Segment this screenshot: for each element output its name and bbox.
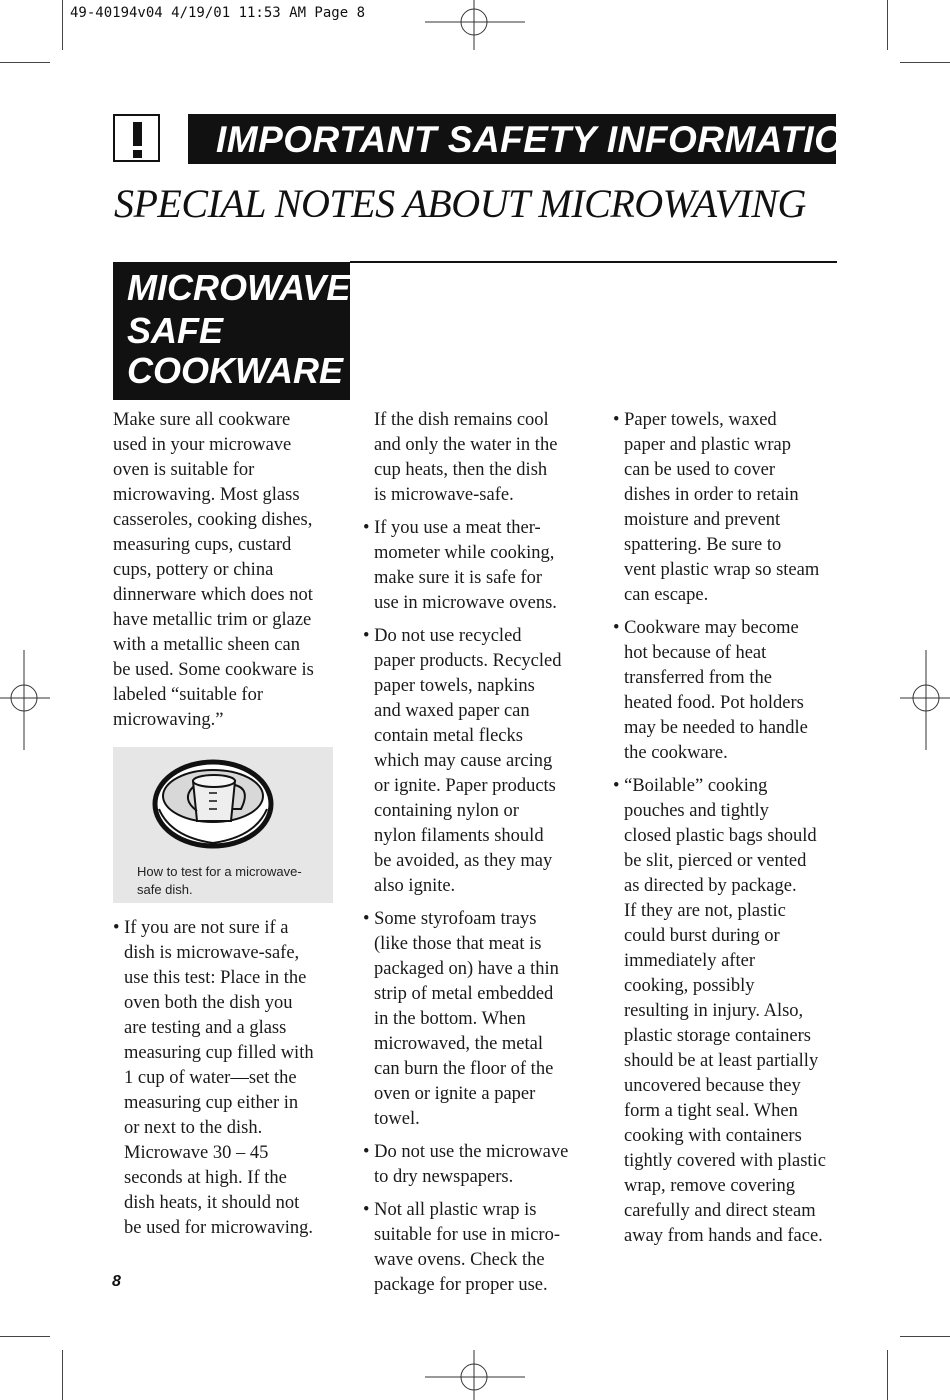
bullet-line: containing nylon or (374, 801, 519, 821)
column-3 (613, 408, 826, 1249)
column-1-intro (113, 408, 314, 733)
bullet-line: also ignite. (374, 876, 456, 896)
bullet-line: paper and plastic wrap (624, 435, 791, 455)
bullet-line: make sure it is safe for (374, 568, 542, 588)
bullet-line: pouches and tightly (624, 801, 769, 821)
bullet-line: Microwave 30 – 45 (124, 1143, 269, 1163)
bullet-line: carefully and direct steam (624, 1201, 816, 1221)
bullet-line: plastic storage containers (624, 1026, 811, 1046)
section-heading-line: MICROWAVE- (127, 267, 363, 308)
section-heading-line: COOKWARE (127, 350, 343, 391)
column-2 (363, 408, 568, 1298)
bullet-line: oven both the dish you (124, 993, 293, 1013)
bullet-line: • If you are not sure if a (113, 918, 289, 938)
bullet-line: as directed by package. (624, 876, 797, 896)
bullet-line: suitable for use in micro- (374, 1225, 560, 1245)
bullet-line: moisture and prevent (624, 510, 781, 530)
bullet-line: cooking, possibly (624, 976, 755, 996)
bullet-line: may be needed to handle (624, 718, 808, 738)
text-line: cups, pottery or china (113, 560, 274, 580)
crop-mark (0, 1336, 50, 1337)
column-1-bullet (113, 916, 314, 1241)
bullet-line: vent plastic wrap so steam (624, 560, 820, 580)
crop-mark (887, 1350, 888, 1400)
bullet-line: be used for microwaving. (124, 1218, 314, 1238)
exclamation-icon (113, 114, 160, 162)
section-heading-line: SAFE (127, 310, 224, 351)
bullet-line: tightly covered with plastic (624, 1151, 826, 1171)
microwave-test-illustration (113, 747, 333, 903)
banner-title: IMPORTANT SAFETY INFORMATION (216, 119, 871, 160)
bullet-line: measuring cup either in (124, 1093, 299, 1113)
bullet-line: • Paper towels, waxed (613, 410, 777, 430)
bullet-line: nylon filaments should (374, 826, 544, 846)
bullet-line: dish is microwave-safe, (124, 943, 300, 963)
bullet-line: form a tight seal. When (624, 1101, 798, 1121)
text-line: have metallic trim or glaze (113, 610, 312, 630)
bullet-line: the cookware. (624, 743, 728, 763)
text-line: with a metallic sheen can (113, 635, 300, 655)
crop-mark (900, 1336, 950, 1337)
text-line: measuring cups, custard (113, 535, 292, 555)
bullet-line: strip of metal embedded (374, 984, 554, 1004)
bullet-line: microwaved, the metal (374, 1034, 544, 1054)
bullet-line: package for proper use. (374, 1275, 548, 1295)
section-heading (113, 262, 363, 400)
printer-slug: 49-40194v04 4/19/01 11:53 AM Page 8 (70, 5, 366, 21)
section-rule (350, 261, 837, 263)
bullet-line: (like those that meat is (374, 934, 542, 954)
bullet-line: • Cookware may become (613, 618, 799, 638)
crop-mark (0, 62, 50, 63)
bullet-line: • Some styrofoam trays (363, 909, 537, 929)
text-line: Make sure all cookware (113, 410, 291, 430)
bullet-line: oven or ignite a paper (374, 1084, 536, 1104)
text-line: oven is suitable for (113, 460, 255, 480)
bullet-line: which may cause arcing (374, 751, 553, 771)
text-line: microwaving. Most glass (113, 485, 300, 505)
bullet-line: wrap, remove covering (624, 1176, 796, 1196)
bullet-line: dishes in order to retain (624, 485, 799, 505)
crop-mark (62, 0, 63, 50)
page-subtitle: SPECIAL NOTES ABOUT MICROWAVING (114, 181, 806, 226)
bullet-line: contain metal flecks (374, 726, 523, 746)
bullet-line: are testing and a glass (124, 1018, 287, 1038)
bullet-line: If they are not, plastic (624, 901, 786, 921)
bullet-line: • “Boilable” cooking (613, 776, 768, 796)
text-line: If the dish remains cool (374, 410, 549, 430)
bullet-line: mometer while cooking, (374, 543, 555, 563)
text-line: and only the water in the (374, 435, 558, 455)
text-line: labeled “suitable for (113, 685, 263, 705)
crop-mark (900, 62, 950, 63)
crop-mark (887, 0, 888, 50)
bullet-line: hot because of heat (624, 643, 767, 663)
crop-mark (62, 1350, 63, 1400)
text-line: be used. Some cookware is (113, 660, 314, 680)
text-line: dinnerware which does not (113, 585, 313, 605)
bullet-line: • Do not use recycled (363, 626, 522, 646)
text-line: casseroles, cooking dishes, (113, 510, 313, 530)
bullet-line: use this test: Place in the (124, 968, 307, 988)
bullet-line: • Not all plastic wrap is (363, 1200, 537, 1220)
bullet-line: • If you use a meat ther- (363, 518, 541, 538)
bullet-line: closed plastic bags should (624, 826, 817, 846)
bullet-line: transferred from the (624, 668, 772, 688)
bullet-line: paper towels, napkins (374, 676, 535, 696)
caption-line: safe dish. (137, 882, 193, 897)
bullet-line: immediately after (624, 951, 755, 971)
bullet-line: and waxed paper can (374, 701, 530, 721)
text-line: cup heats, then the dish (374, 460, 548, 480)
bullet-line: seconds at high. If the (124, 1168, 287, 1188)
bullet-line: paper products. Recycled (374, 651, 562, 671)
bowl-with-measuring-cup-icon (151, 759, 281, 859)
bullet-line: or next to the dish. (124, 1118, 263, 1138)
bullet-line: resulting in injury. Also, (624, 1001, 804, 1021)
bullet-line: heated food. Pot holders (624, 693, 804, 713)
bullet-line: can burn the floor of the (374, 1059, 554, 1079)
safety-banner (188, 114, 871, 164)
bullet-line: be slit, pierced or vented (624, 851, 807, 871)
bullet-line: towel. (374, 1109, 420, 1129)
bullet-line: should be at least partially (624, 1051, 819, 1071)
registration-mark-right (900, 650, 950, 750)
bullet-line: dish heats, it should not (124, 1193, 300, 1213)
bullet-line: cooking with containers (624, 1126, 802, 1146)
bullet-line: or ignite. Paper products (374, 776, 556, 796)
figure-caption (137, 863, 302, 899)
bullet-line: be avoided, as they may (374, 851, 553, 871)
bullet-line: can be used to cover (624, 460, 776, 480)
bullet-line: measuring cup filled with (124, 1043, 314, 1063)
bullet-line: could burst during or (624, 926, 780, 946)
caption-line: How to test for a microwave- (137, 864, 302, 879)
registration-mark-left (0, 650, 50, 750)
bullet-line: to dry newspapers. (374, 1167, 514, 1187)
bullet-line: away from hands and face. (624, 1226, 823, 1246)
text-line: is microwave-safe. (374, 485, 514, 505)
bullet-line: wave ovens. Check the (374, 1250, 545, 1270)
bullet-line: in the bottom. When (374, 1009, 526, 1029)
bullet-line: • Do not use the microwave (363, 1142, 569, 1162)
text-line: used in your microwave (113, 435, 292, 455)
bullet-line: packaged on) have a thin (374, 959, 559, 979)
bullet-line: can escape. (624, 585, 709, 605)
registration-mark-bottom (425, 1350, 525, 1400)
bullet-line: spattering. Be sure to (624, 535, 782, 555)
registration-mark-top (425, 0, 525, 50)
text-line: microwaving.” (113, 710, 224, 730)
bullet-line: 1 cup of water—set the (124, 1068, 297, 1088)
page-number: 8 (112, 1273, 121, 1290)
bullet-line: use in microwave ovens. (374, 593, 557, 613)
bullet-line: uncovered because they (624, 1076, 801, 1096)
